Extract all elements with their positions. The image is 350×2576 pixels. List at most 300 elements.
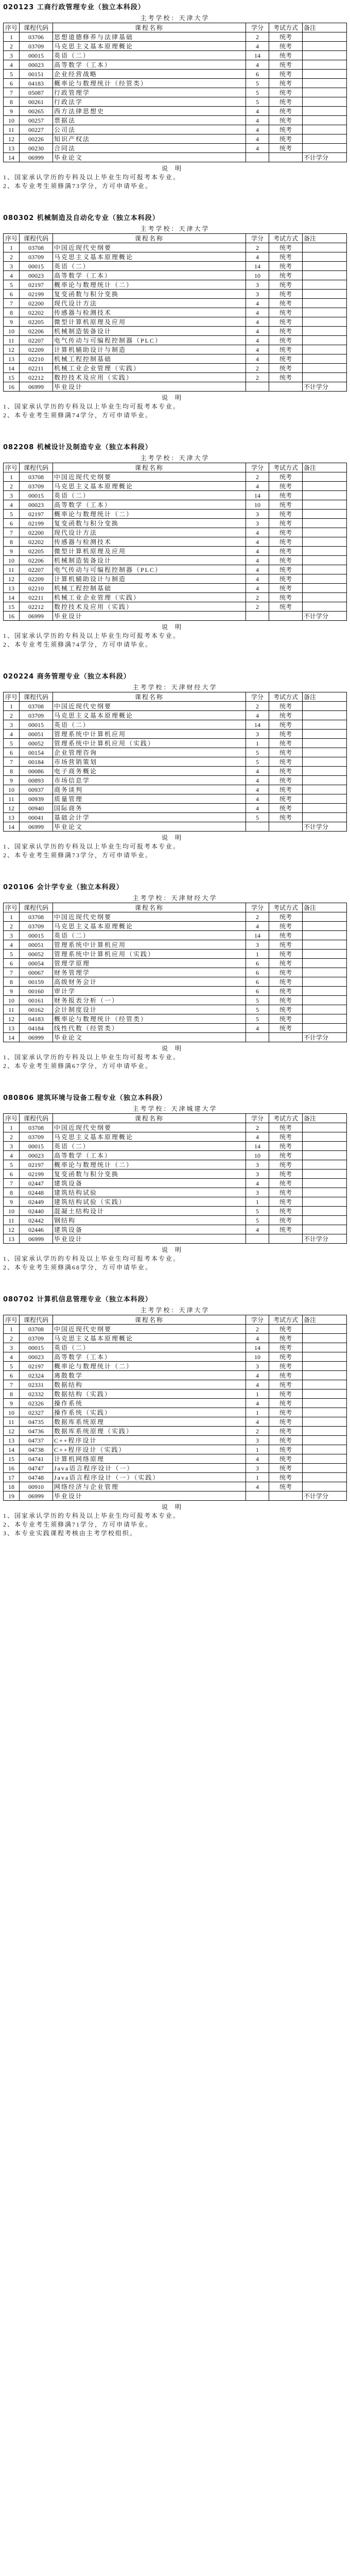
cell-code: 03708 [20, 472, 53, 482]
cell-course: 电气传动与可编程控制器（PLC） [53, 565, 246, 574]
notes-title: 说明 [161, 1503, 188, 1511]
cell-course: 计算机辅助设计与制造 [53, 345, 246, 354]
table-row [4, 1399, 347, 1408]
cell-remark [303, 977, 347, 987]
cell-credit: 4 [246, 60, 269, 70]
cell-code: 00257 [20, 116, 53, 125]
cell-credit: 6 [246, 977, 269, 987]
notes-title: 说明 [161, 1045, 188, 1052]
cell-code: 02326 [20, 1399, 53, 1408]
header-exam-mode: 考试方式 [269, 23, 303, 32]
table-row [4, 528, 347, 537]
table-row [4, 1436, 347, 1445]
section-subtitle: 主考学校：天津城建大学 [132, 1105, 218, 1112]
cell-remark [303, 996, 347, 1005]
cell-remark [303, 1024, 347, 1033]
cell-course: 管理系统中计算机应用（实践） [53, 739, 246, 748]
table-header-row [4, 1315, 347, 1325]
table-row [4, 996, 347, 1005]
header-credit: 学分 [246, 234, 269, 243]
table-row [4, 1389, 347, 1399]
cell-no: 8 [4, 1389, 20, 1399]
cell-remark [303, 730, 347, 739]
cell-course: 英语（二） [53, 1142, 246, 1151]
cell-exam-mode: 统考 [269, 922, 303, 931]
cell-remark [303, 262, 347, 271]
cell-exam-mode: 统考 [269, 345, 303, 354]
cell-code: 04741 [20, 1454, 53, 1464]
cell-code: 03706 [20, 32, 53, 42]
table-row [4, 537, 347, 547]
cell-code: 04184 [20, 1024, 53, 1033]
cell-no: 3 [4, 491, 20, 500]
table-row [4, 317, 347, 327]
cell-remark [303, 1454, 347, 1464]
table-row [4, 602, 347, 612]
header-course: 课程名称 [53, 903, 246, 912]
cell-credit: 2 [246, 373, 269, 382]
cell-remark [303, 280, 347, 290]
cell-no: 17 [4, 1473, 20, 1482]
cell-credit [246, 1033, 269, 1042]
cell-no: 10 [4, 1408, 20, 1417]
cell-credit: 5 [246, 1005, 269, 1014]
cell-no: 8 [4, 537, 20, 547]
cell-credit: 14 [246, 262, 269, 271]
header-remark: 备注 [303, 463, 347, 472]
cell-exam-mode: 统考 [269, 757, 303, 767]
cell-credit: 4 [246, 711, 269, 720]
notes-line: 3、本专业实践课程考核由主考学校组织。 [3, 1530, 137, 1537]
cell-no: 19 [4, 1492, 20, 1501]
cell-remark [303, 1464, 347, 1473]
cell-exam-mode: 统考 [269, 940, 303, 950]
cell-remark [303, 116, 347, 125]
cell-course: 行政管理学 [53, 88, 246, 97]
section-title: 080806 建筑环境与设备工程专业（独立本科段） [3, 1094, 167, 1102]
cell-exam-mode [269, 1033, 303, 1042]
cell-course: Java语言程序设计（一）（实践） [53, 1473, 246, 1482]
cell-no: 2 [4, 711, 20, 720]
table-row [4, 574, 347, 584]
cell-exam-mode: 统考 [269, 804, 303, 813]
cell-no: 9 [4, 547, 20, 556]
cell-remark [303, 354, 347, 364]
cell-remark [303, 42, 347, 51]
cell-course: 机械制造装备设计 [53, 327, 246, 336]
cell-code: 02207 [20, 336, 53, 345]
cell-credit: 10 [246, 500, 269, 510]
cell-no: 11 [4, 1216, 20, 1225]
cell-code: 02197 [20, 1160, 53, 1170]
cell-no: 7 [4, 968, 20, 977]
cell-course: 概率论与数理统计（二） [53, 510, 246, 519]
cell-exam-mode: 统考 [269, 1399, 303, 1408]
cell-credit: 4 [246, 785, 269, 794]
cell-no: 3 [4, 1142, 20, 1151]
cell-no: 13 [4, 1024, 20, 1033]
table-row [4, 262, 347, 271]
cell-no: 4 [4, 500, 20, 510]
cell-course: 电气传动与可编程控制器（PLC） [53, 336, 246, 345]
table-row [4, 97, 347, 107]
cell-exam-mode: 统考 [269, 1464, 303, 1473]
table-header-row [4, 903, 347, 912]
cell-credit: 4 [246, 1024, 269, 1033]
cell-code: 02440 [20, 1207, 53, 1216]
cell-remark [303, 813, 347, 822]
table-row [4, 730, 347, 739]
cell-remark [303, 757, 347, 767]
cell-code: 00015 [20, 1343, 53, 1352]
notes-line: 2、本专业考生须修满71学分，方可申请毕业。 [3, 1521, 153, 1528]
cell-remark [303, 482, 347, 491]
cell-remark [303, 144, 347, 153]
cell-exam-mode: 统考 [269, 584, 303, 593]
notes-line: 1、国家承认学历的专科及以上毕业生均可报考本专业。 [3, 1054, 181, 1061]
cell-exam-mode: 统考 [269, 1427, 303, 1436]
section-notes [3, 1244, 347, 1274]
cell-credit: 3 [246, 510, 269, 519]
table-row [4, 968, 347, 977]
cell-code: 02209 [20, 345, 53, 354]
cell-exam-mode: 统考 [269, 776, 303, 785]
cell-remark [303, 336, 347, 345]
cell-exam-mode: 统考 [269, 1473, 303, 1482]
cell-credit: 3 [246, 290, 269, 299]
section-title: 080702 计算机信息管理专业（独立本科段） [3, 1296, 152, 1303]
table-row [4, 125, 347, 134]
table-row [4, 1014, 347, 1024]
cell-code: 00159 [20, 977, 53, 987]
cell-no: 8 [4, 767, 20, 776]
cell-no: 4 [4, 1352, 20, 1362]
cell-no: 8 [4, 308, 20, 317]
header-credit: 学分 [246, 692, 269, 702]
cell-exam-mode: 统考 [269, 88, 303, 97]
cell-exam-mode: 统考 [269, 1132, 303, 1142]
cell-credit: 4 [246, 804, 269, 813]
cell-exam-mode [269, 822, 303, 832]
cell-remark [303, 940, 347, 950]
cell-exam-mode: 统考 [269, 51, 303, 60]
table-row [4, 711, 347, 720]
cell-code: 00227 [20, 125, 53, 134]
cell-no: 10 [4, 785, 20, 794]
cell-remark: 不计学分 [303, 1033, 347, 1042]
cell-remark [303, 720, 347, 730]
cell-no: 16 [4, 382, 20, 392]
cell-no: 2 [4, 482, 20, 491]
cell-code: 02331 [20, 1380, 53, 1389]
table-row [4, 1123, 347, 1132]
cell-code: 04747 [20, 1464, 53, 1473]
cell-exam-mode: 统考 [269, 767, 303, 776]
header-credit: 学分 [246, 1114, 269, 1123]
cell-remark [303, 1123, 347, 1132]
cell-exam-mode: 统考 [269, 262, 303, 271]
table-row [4, 959, 347, 968]
cell-credit: 14 [246, 720, 269, 730]
cell-no: 14 [4, 1445, 20, 1454]
cell-course: 马克思主义基本原理概论 [53, 1334, 246, 1343]
cell-course: 国际商务 [53, 804, 246, 813]
header-no: 序号 [4, 463, 20, 472]
table-row [4, 308, 347, 317]
cell-course: 毕业设计 [53, 612, 246, 621]
cell-course: 基础会计学 [53, 813, 246, 822]
cell-credit: 5 [246, 996, 269, 1005]
cell-course: 机械工程控制基础 [53, 354, 246, 364]
cell-course: 会计制度设计 [53, 1005, 246, 1014]
cell-exam-mode: 统考 [269, 1142, 303, 1151]
cell-remark [303, 1334, 347, 1343]
cell-course: 管理学原理 [53, 959, 246, 968]
cell-no: 1 [4, 243, 20, 252]
cell-exam-mode [269, 382, 303, 392]
cell-course: 机械工程控制基础 [53, 584, 246, 593]
cell-remark [303, 748, 347, 757]
cell-code: 00265 [20, 107, 53, 116]
cell-course: 概率论与数理统计（经管类） [53, 1014, 246, 1024]
cell-code: 02207 [20, 565, 53, 574]
table-row [4, 42, 347, 51]
table-row [4, 1380, 347, 1389]
cell-credit: 3 [246, 280, 269, 290]
cell-remark [303, 519, 347, 528]
cell-no: 15 [4, 373, 20, 382]
cell-code: 02200 [20, 299, 53, 308]
table-row [4, 116, 347, 125]
cell-exam-mode: 统考 [269, 1343, 303, 1352]
cell-remark [303, 510, 347, 519]
cell-exam-mode: 统考 [269, 1371, 303, 1380]
cell-exam-mode: 统考 [269, 1482, 303, 1492]
header-remark: 备注 [303, 903, 347, 912]
cell-code: 04737 [20, 1436, 53, 1445]
cell-code: 02197 [20, 280, 53, 290]
notes-title: 说明 [161, 1246, 188, 1253]
table-row [4, 931, 347, 940]
cell-code: 02448 [20, 1188, 53, 1197]
cell-code: 02199 [20, 519, 53, 528]
cell-credit: 2 [246, 1325, 269, 1334]
cell-exam-mode: 统考 [269, 950, 303, 959]
cell-no: 13 [4, 144, 20, 153]
section-subtitle: 主考学校：天津大学 [140, 454, 210, 462]
cell-course: 操作系统 [53, 1399, 246, 1408]
cell-code: 00052 [20, 950, 53, 959]
cell-code: 00051 [20, 730, 53, 739]
cell-credit: 5 [246, 757, 269, 767]
cell-course: C++程序设计 [53, 1436, 246, 1445]
cell-course: 英语（二） [53, 262, 246, 271]
cell-no: 12 [4, 574, 20, 584]
table-row [4, 1151, 347, 1160]
cell-course: 数据结构 [53, 1380, 246, 1389]
cell-code: 02202 [20, 537, 53, 547]
cell-no: 1 [4, 702, 20, 711]
cell-course: 中国近现代史纲要 [53, 472, 246, 482]
cell-no: 2 [4, 252, 20, 262]
cell-no: 4 [4, 60, 20, 70]
cell-course: 合同法 [53, 144, 246, 153]
cell-course: 马克思主义基本原理概论 [53, 482, 246, 491]
cell-code: 00184 [20, 757, 53, 767]
table-row [4, 1132, 347, 1142]
cell-remark [303, 602, 347, 612]
table-row [4, 1362, 347, 1371]
cell-exam-mode: 统考 [269, 327, 303, 336]
table-row [4, 519, 347, 528]
cell-code: 03709 [20, 1132, 53, 1142]
table-row [4, 776, 347, 785]
cell-code: 00015 [20, 491, 53, 500]
cell-code: 00161 [20, 996, 53, 1005]
cell-credit: 4 [246, 317, 269, 327]
table-row [4, 720, 347, 730]
cell-code: 03708 [20, 1123, 53, 1132]
cell-exam-mode: 统考 [269, 1325, 303, 1334]
cell-no: 1 [4, 472, 20, 482]
course-table [3, 463, 347, 621]
cell-exam-mode: 统考 [269, 565, 303, 574]
table-row [4, 1325, 347, 1334]
cell-credit: 5 [246, 1207, 269, 1216]
table-row [4, 1207, 347, 1216]
cell-exam-mode: 统考 [269, 519, 303, 528]
cell-remark [303, 327, 347, 336]
cell-course: 马克思主义基本原理概论 [53, 922, 246, 931]
cell-course: 知识产权法 [53, 134, 246, 144]
cell-exam-mode: 统考 [269, 602, 303, 612]
table-row [4, 804, 347, 813]
cell-exam-mode: 统考 [269, 1436, 303, 1445]
cell-no: 6 [4, 519, 20, 528]
cell-remark [303, 1371, 347, 1380]
cell-remark [303, 243, 347, 252]
cell-course: 传感器与检测技术 [53, 308, 246, 317]
cell-code: 00160 [20, 987, 53, 996]
cell-course: 计算机网络原理 [53, 1454, 246, 1464]
section-title: 082208 机械设计及制造专业（独立本科段） [3, 444, 152, 451]
cell-exam-mode: 统考 [269, 42, 303, 51]
header-code: 课程代码 [20, 903, 53, 912]
cell-course: 市场营销策划 [53, 757, 246, 767]
cell-code: 02209 [20, 574, 53, 584]
table-row [4, 345, 347, 354]
cell-remark [303, 1482, 347, 1492]
cell-course: 企业经营战略 [53, 70, 246, 79]
cell-exam-mode: 统考 [269, 32, 303, 42]
cell-credit: 4 [246, 1225, 269, 1234]
cell-exam-mode: 统考 [269, 125, 303, 134]
notes-title: 说明 [161, 165, 188, 172]
table-row [4, 1417, 347, 1427]
cell-remark: 不计学分 [303, 822, 347, 832]
table-row [4, 612, 347, 621]
table-row [4, 500, 347, 510]
cell-course: 中国近现代史纲要 [53, 702, 246, 711]
cell-credit: 4 [246, 547, 269, 556]
cell-credit: 14 [246, 51, 269, 60]
table-row [4, 1343, 347, 1352]
cell-remark [303, 785, 347, 794]
table-header-row [4, 23, 347, 32]
cell-exam-mode: 统考 [269, 996, 303, 1005]
cell-code: 02199 [20, 290, 53, 299]
cell-remark [303, 987, 347, 996]
table-row [4, 940, 347, 950]
cell-no: 9 [4, 987, 20, 996]
cell-course: 中国近现代史纲要 [53, 1325, 246, 1334]
table-row [4, 748, 347, 757]
cell-credit: 3 [246, 1436, 269, 1445]
cell-credit: 10 [246, 1151, 269, 1160]
cell-course: 公司法 [53, 125, 246, 134]
cell-code: 06999 [20, 382, 53, 392]
cell-course: 数控技术及应用（实践） [53, 602, 246, 612]
cell-exam-mode: 统考 [269, 1005, 303, 1014]
cell-code: 00939 [20, 794, 53, 804]
cell-exam-mode: 统考 [269, 364, 303, 373]
cell-exam-mode: 统考 [269, 556, 303, 565]
cell-course: 马克思主义基本原理概论 [53, 252, 246, 262]
cell-no: 12 [4, 345, 20, 354]
cell-no: 4 [4, 1151, 20, 1160]
cell-code: 06999 [20, 1234, 53, 1244]
header-credit: 学分 [246, 903, 269, 912]
table-row [4, 1234, 347, 1244]
cell-credit: 4 [246, 776, 269, 785]
cell-course: 管理系统中计算机应用 [53, 730, 246, 739]
table-row [4, 290, 347, 299]
table-row [4, 382, 347, 392]
cell-exam-mode: 统考 [269, 1380, 303, 1389]
cell-code: 04738 [20, 1445, 53, 1454]
cell-exam-mode: 统考 [269, 510, 303, 519]
cell-remark [303, 1005, 347, 1014]
cell-remark [303, 51, 347, 60]
cell-course: 毕业论文 [53, 153, 246, 162]
cell-exam-mode: 统考 [269, 711, 303, 720]
cell-credit: 1 [246, 1445, 269, 1454]
cell-exam-mode: 统考 [269, 537, 303, 547]
cell-exam-mode: 统考 [269, 748, 303, 757]
cell-no: 14 [4, 153, 20, 162]
table-row [4, 1482, 347, 1492]
cell-exam-mode: 统考 [269, 482, 303, 491]
cell-code: 00154 [20, 748, 53, 757]
cell-remark [303, 97, 347, 107]
cell-credit: 3 [246, 730, 269, 739]
cell-exam-mode: 统考 [269, 373, 303, 382]
cell-code: 00015 [20, 262, 53, 271]
cell-no: 14 [4, 364, 20, 373]
cell-remark [303, 1436, 347, 1445]
table-row [4, 702, 347, 711]
cell-course: 市场信息学 [53, 776, 246, 785]
cell-course: 审计学 [53, 987, 246, 996]
cell-no: 5 [4, 70, 20, 79]
cell-no: 6 [4, 79, 20, 88]
header-no: 序号 [4, 692, 20, 702]
header-no: 序号 [4, 23, 20, 32]
cell-exam-mode: 统考 [269, 144, 303, 153]
table-row [4, 1352, 347, 1362]
notes-title: 说明 [161, 394, 188, 401]
cell-credit: 1 [246, 1389, 269, 1399]
